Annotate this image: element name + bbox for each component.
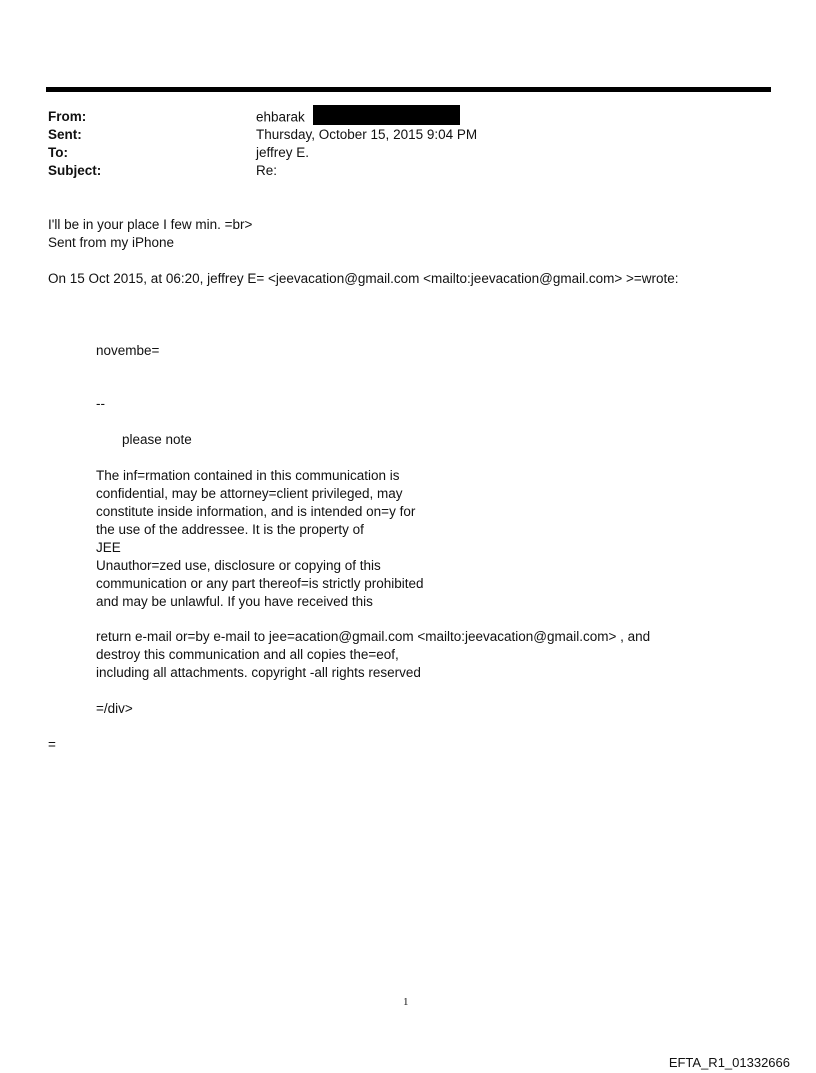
trailing-equals: = [48,737,56,752]
document-id: EFTA_R1_01332666 [668,1055,790,1070]
from-label: From: [48,109,87,124]
return-line: destroy this communication and all copies the=eof, [96,647,399,662]
sent-label: Sent: [48,127,82,142]
page-number: 1 [403,996,409,1008]
to-label: To: [48,145,68,160]
from-value [256,108,460,128]
signature-separator: -- [96,396,105,411]
quoted-text: novembe= [96,343,160,358]
disclaimer-line: the use of the addressee. It is the property of [96,522,364,537]
disclaimer-line: The inf=rmation contained in this communication is [96,468,400,483]
disclaimer-line: constitute inside information, and is intended on=y for [96,504,416,519]
reply-line-1: I'll be in your place I few min. =br> [48,217,253,232]
disclaimer-line: Unauthor=zed use, disclosure or copying of this [96,558,381,573]
from-sender-name: ehbarak [256,109,305,125]
to-value: jeffrey E. [256,145,310,160]
subject-label: Subject: [48,163,102,178]
return-line: return e-mail or=by e-mail to jee=acation@gmail.com <mailto:jeevacation@gmail.com> , and [96,629,651,644]
quote-intro: On 15 Oct 2015, at 06:20, jeffrey E= <jeevacation@gmail.com <mailto:jeevacation@gmail.com> >=wrote: [48,271,679,286]
disclaimer-line: communication or any part thereof=is strictly prohibited [96,576,424,591]
subject-value: Re: [256,163,278,178]
redaction-block [313,105,460,125]
header-divider [46,87,771,92]
return-line: including all attachments. copyright -all rights reserved [96,665,421,680]
disclaimer-line: and may be unlawful. If you have received this [96,594,373,609]
sent-value: Thursday, October 15, 2015 9:04 PM [256,127,478,142]
disclaimer-line: confidential, may be attorney=client privileged, may [96,486,403,501]
reply-line-2: Sent from my iPhone [48,235,175,250]
disclaimer-line: JEE [96,540,121,555]
div-close-text: =/div> [96,701,133,716]
please-note: please note [122,432,192,447]
